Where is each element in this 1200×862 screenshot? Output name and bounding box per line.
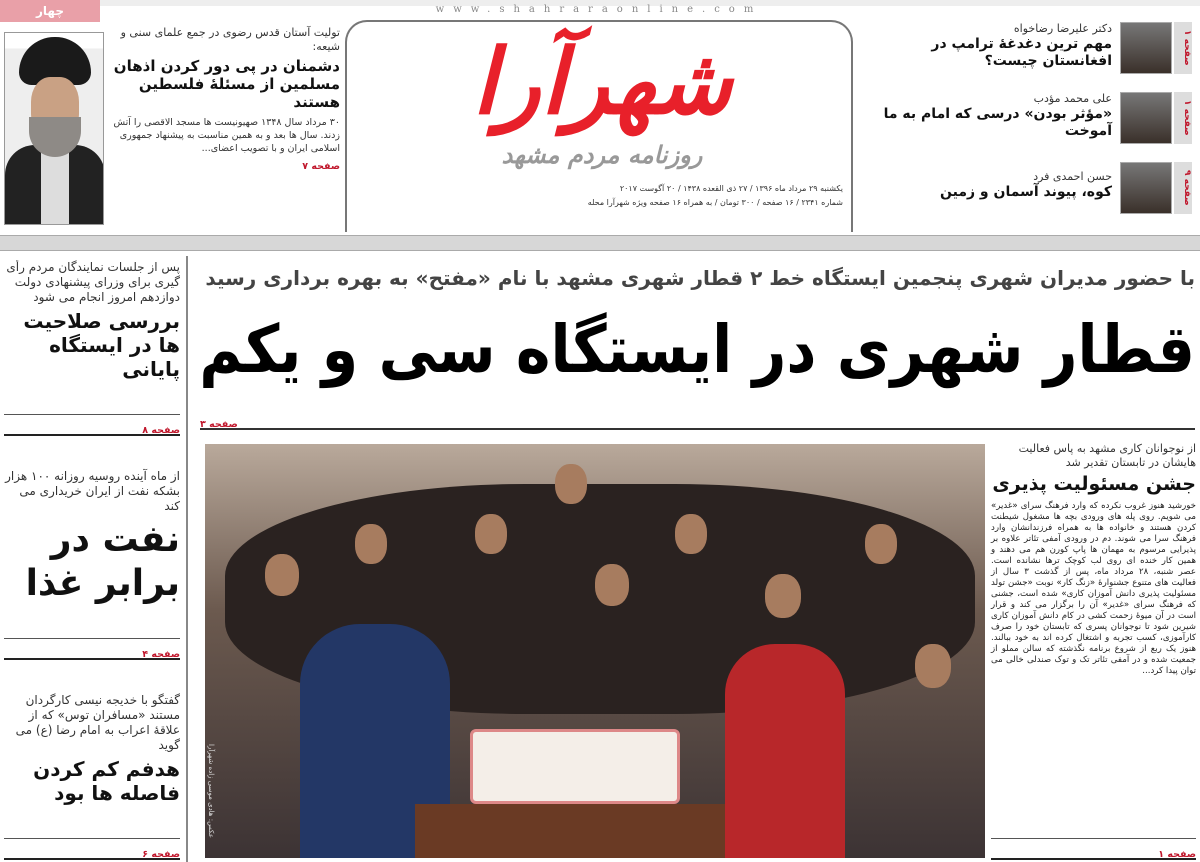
columnist-title[interactable]: کوه، پیوند آسمان و زمین (940, 184, 1112, 200)
story-kicker: پس از جلسات نمایندگان مردم رأی گیری برای وزرای پیشنهادی دولت دوازدهم امروز انجام می شود (6, 260, 180, 304)
main-photo[interactable] (205, 444, 985, 858)
columnist-title[interactable]: مهم ترین دغدغهٔ ترامپ در افغانستان چیست؟ (931, 36, 1112, 69)
column-divider (186, 256, 188, 862)
page-ref-bar (4, 638, 180, 660)
masthead (345, 0, 855, 232)
story-body: خورشید هنوز غروب نکرده که وارد فرهنگ سرای «غدیر» می شویم. روی پله های ورودی بچه ها مشغول شیطنت کردن هستند و خانواده ها به همراه فرزندانشان وارد فرهنگ سرا می شوند. دم در ورودی آمفی تئاتر علاوه بر پذیرایی مرسوم به مهمان ها پاپ کورن هم می دهند و همین کار خنده ای روی لب کوچک ترها نشانده است. عصر شنبه، ۲۸ مرداد ماه، پس از گذشت ۳ سال از فعالیت های متنوع جشنوارهٔ «زنگ کار» نوبت «جشن تولد مسئولیت پذیری دانش آموزان کاری» شده است، جشنی که فرهنگ سرای «غدیر» آن را برگزار می کند و قرار است در آن میوهٔ زحمت کشی در کام دانش آموزان کاری شیرین شود تا نوجوانان پسری که تابستان خود را صرف کارآموزی، کسب تجربه و اشتغال کرده اند به خود ببالند. هنوز یک ربع از شروع برنامه نگذشته که سالن مملو از جمعیت شده و در آمفی تئاتر تک و توک صندلی خالی می توان پیدا کرد... (991, 501, 1196, 676)
story-title[interactable]: جشن مسئولیت پذیری (992, 473, 1196, 495)
header-divider-band (0, 235, 1200, 251)
main-kicker: با حضور مدیران شهری پنجمین ایستگاه خط ۲ قطار شهری مشهد با نام «مفتح» به بهره برداری رسید (205, 266, 1195, 290)
issue-line: شماره ۲۳۴۱ / ۱۶ صفحه / ۳۰۰ تومان / به همراه ۱۶ صفحه ویژه شهرآرا محله (587, 198, 843, 207)
right-story[interactable] (991, 442, 1196, 860)
page-ref[interactable]: صفحه ۷ (302, 161, 340, 172)
story-kicker: تولیت آستان قدس رضوی در جمع علمای سنی و شیعه: (120, 26, 340, 53)
photo-credit: عکس: هادی موسی زاده شهرآرا (207, 744, 215, 839)
newspaper-logo: شهرآرا (471, 29, 733, 135)
story-kicker: گفتگو با خدیجه نیسی کارگردان مستند «مسافران توس» که از علاقهٔ اعراب به امام رضا (ع) می گوید (15, 693, 180, 753)
columnist-item[interactable] (862, 22, 1192, 86)
columnist-photo (1120, 92, 1172, 144)
columnist-name: حسن احمدی فرد (1033, 170, 1112, 183)
left-column (4, 260, 180, 860)
lead-story-portrait (4, 32, 104, 225)
masthead-slogan: روزنامه مردم مشهد (501, 141, 703, 169)
page-ref[interactable]: صفحه ۱ (1174, 92, 1192, 144)
story-kicker: از ماه آینده روسیه روزانه ۱۰۰ هزار بشکه نفت از ایران خریداری می کند (5, 468, 180, 513)
columnist-name: علی محمد مؤدب (1033, 92, 1112, 105)
left-story[interactable] (4, 469, 180, 606)
story-title[interactable]: دشمنان در پی دور کردن اذهان مسلمین از مسئلهٔ فلسطین هستند (113, 57, 340, 111)
story-title[interactable]: هدفم کم کردن فاصله ها بود (33, 757, 180, 806)
columnist-item[interactable] (862, 92, 1192, 156)
date-line: یکشنبه ۲۹ مرداد ماه ۱۳۹۶ / ۲۷ ذی القعده ۱۴۳۸ / ۲۰ آگوست ۲۰۱۷ (619, 184, 843, 193)
page-ref[interactable]: صفحه ۳ (200, 419, 238, 430)
main-headline[interactable]: قطار شهری در ایستگاه سی و یکم (199, 311, 1195, 388)
page-ref[interactable]: صفحه ۴ (142, 649, 180, 661)
page-ref[interactable]: صفحه ۸ (142, 424, 180, 436)
left-story[interactable] (4, 260, 180, 381)
story-body: ۳۰ مرداد سال ۱۳۴۸ صهیونیست ها مسجد الاقصی را آتش زدند. سال ها بعد و به همین مناسبت به پیشنهاد جمهوری اسلامی ایران و با تصویب اعضای... (113, 117, 340, 154)
corner-badge: چهار (0, 0, 100, 22)
page-ref-bar (991, 838, 1196, 860)
columnist-item[interactable] (862, 162, 1192, 226)
page-ref[interactable]: صفحه ۱ (1158, 849, 1196, 860)
left-story[interactable] (4, 693, 180, 805)
page-ref-bar (4, 838, 180, 860)
story-title[interactable]: نفت در برابر غذا (25, 518, 180, 604)
columnist-photo (1120, 162, 1172, 214)
columnist-name: دکتر علیرضا رضاخواه (1013, 22, 1112, 35)
masthead-url: www.shahraraonline.com (435, 4, 763, 15)
page-ref[interactable]: صفحه ۶ (142, 848, 180, 860)
story-title[interactable]: بررسی صلاحیت ها در ایستگاه پایانی (23, 309, 180, 381)
page-ref[interactable]: صفحه ۹ (1174, 162, 1192, 214)
columnist-photo (1120, 22, 1172, 74)
main-rule (200, 412, 1195, 430)
story-kicker: از نوجوانان کاری مشهد به پاس فعالیت هایشان در تابستان تقدیر شد (1018, 442, 1196, 469)
columnist-title[interactable]: «مؤثر بودن» درسی که امام به ما آموخت (883, 106, 1112, 139)
cake (470, 729, 680, 804)
page-ref[interactable]: صفحه ۱ (1174, 22, 1192, 74)
top-left-story[interactable] (112, 26, 340, 172)
page-ref-bar (4, 414, 180, 436)
